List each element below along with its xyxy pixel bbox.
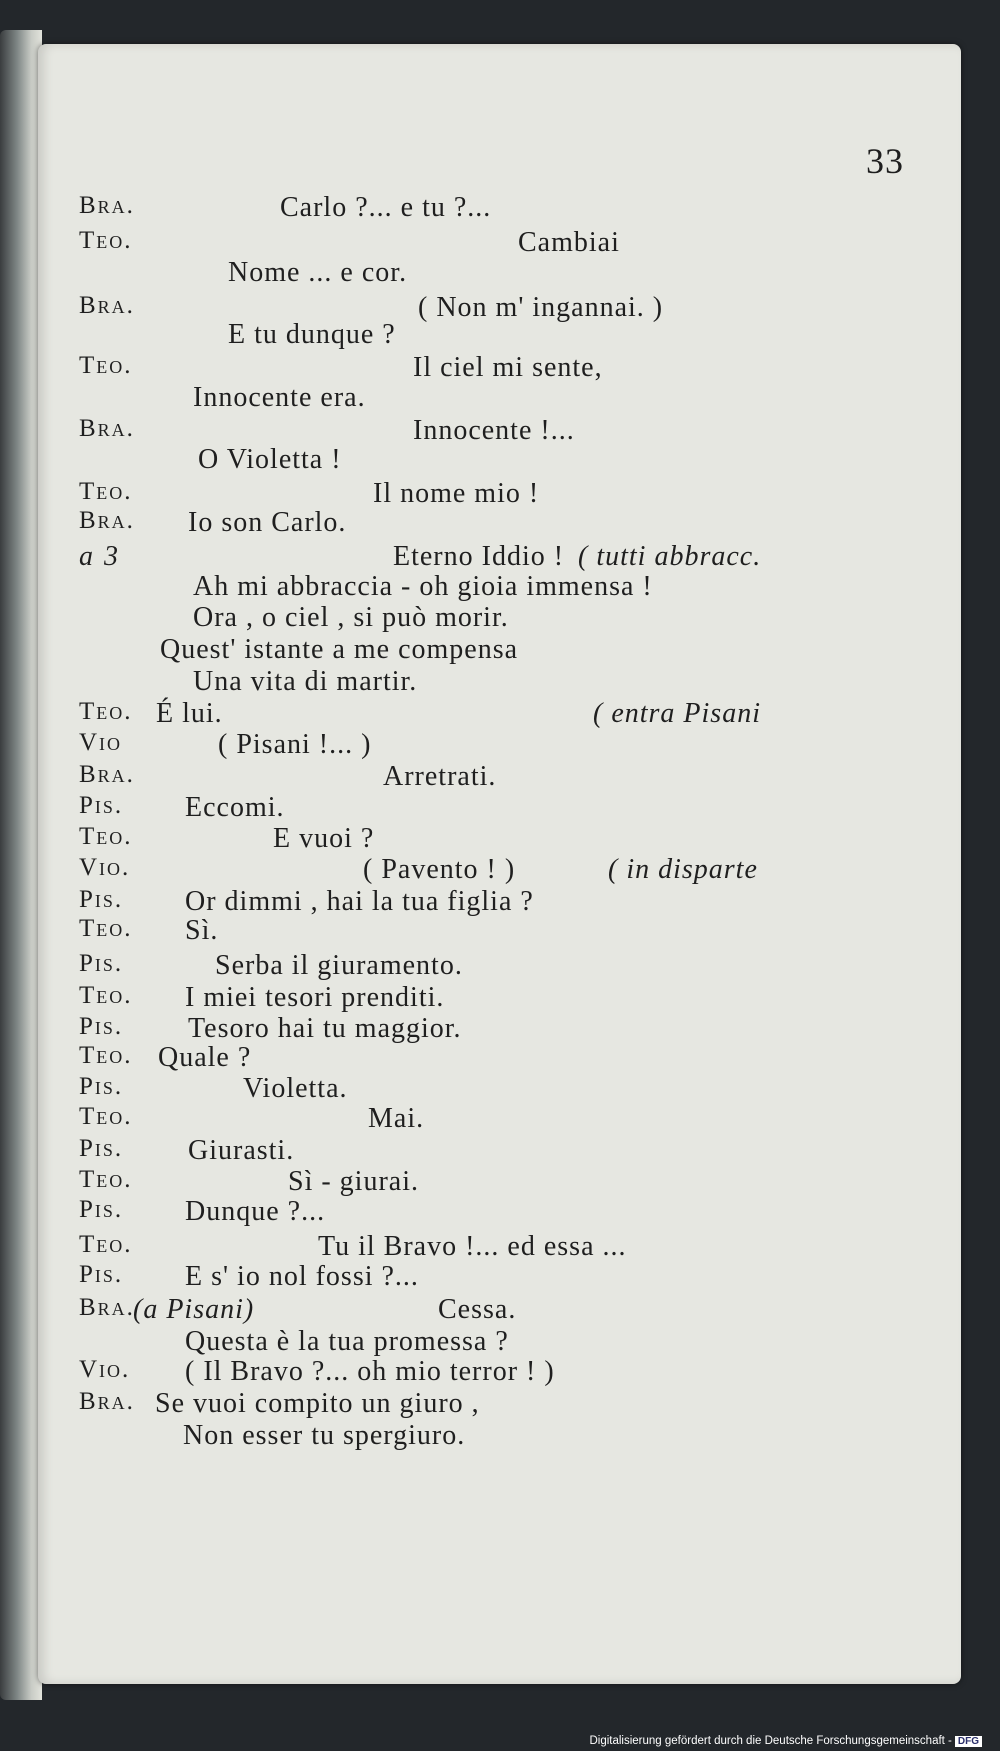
verse-line (38, 1261, 968, 1295)
speaker-name: Teo. (79, 982, 133, 1009)
speaker-name: Teo. (79, 1166, 133, 1193)
speaker-name: Pis. (79, 1261, 124, 1288)
verse-text: Or dimmi , hai la tua figlia ? (185, 886, 534, 917)
verse-line (38, 792, 968, 826)
speaker-name: Vio (79, 729, 123, 756)
verse-line (38, 352, 968, 386)
verse-text: Questa è la tua promessa ? (185, 1326, 509, 1357)
verse-line (38, 444, 968, 478)
speaker-name: Pis. (79, 950, 124, 977)
verse-text: Quest' istante a me compensa (160, 634, 519, 665)
verse-text: I miei tesori prenditi. (185, 982, 445, 1013)
verse-line (38, 854, 968, 888)
speaker-name: Teo. (79, 915, 133, 942)
verse-line (38, 571, 968, 605)
verse-line (38, 761, 968, 795)
speaker-name: Pis. (79, 792, 124, 819)
verse-text: Tu il Bravo !... ed essa ... (318, 1231, 627, 1262)
speaker-name: Teo. (79, 698, 133, 725)
verse-text: Ora , o ciel , si può morir. (193, 602, 509, 633)
speaker-name: Vio. (79, 854, 131, 881)
speaker-name: Teo. (79, 823, 133, 850)
verse-line (38, 541, 968, 575)
verse-line (38, 1420, 968, 1454)
speaker-name: Teo. (79, 478, 133, 505)
verse-text: E tu dunque ? (228, 319, 396, 350)
speaker-name: Bra. (79, 292, 135, 319)
verse-text: Tesoro hai tu maggior. (188, 1013, 462, 1044)
verse-text: Il nome mio ! (373, 478, 540, 509)
verse-text: Innocente era. (193, 382, 366, 413)
speaker-name: Bra. (79, 1294, 135, 1321)
speaker-name: Bra. (79, 761, 135, 788)
verse-text: O Violetta ! (198, 444, 342, 475)
verse-text: Eterno Iddio ! (393, 541, 565, 572)
stage-direction: ( tutti abbracc. (578, 541, 762, 572)
verse-text: ( Pavento ! ) (363, 854, 516, 885)
verse-text: Non esser tu spergiuro. (183, 1420, 466, 1451)
verse-line (38, 1388, 968, 1422)
verse-line (38, 1073, 968, 1107)
verse-line (38, 1103, 968, 1137)
verse-text: Nome ... e cor. (228, 257, 408, 288)
verse-line (38, 1042, 968, 1076)
book-spine-edge (0, 30, 42, 1700)
dfg-logo: DFG (955, 1736, 982, 1747)
speaker-name: a 3 (79, 541, 120, 572)
speaker-name: Bra. (79, 415, 135, 442)
speaker-name: Pis. (79, 886, 124, 913)
verse-line (38, 382, 968, 416)
verse-text: Giurasti. (188, 1135, 295, 1166)
page-number: 33 (866, 141, 904, 181)
verse-text: Mai. (368, 1103, 425, 1134)
verse-line (38, 1135, 968, 1169)
credit-text: Digitalisierung gefördert durch die Deutsche Forschungsgemeinschaft - (589, 1735, 952, 1747)
verse-line (38, 257, 968, 291)
verse-line (38, 950, 968, 984)
verse-text: ( Non m' ingannai. ) (418, 292, 664, 323)
verse-line (38, 1294, 968, 1328)
speaker-name: Bra. (79, 192, 135, 219)
verse-line (38, 823, 968, 857)
verse-text: Serba il giuramento. (215, 950, 463, 981)
verse-text: Ah mi abbraccia - oh gioia immensa ! (193, 571, 653, 602)
verse-text: Se vuoi compito un giuro , (155, 1388, 480, 1419)
speaker-name: Teo. (79, 227, 133, 254)
verse-line (38, 1196, 968, 1230)
verse-text: Cessa. (438, 1294, 517, 1325)
speaker-name: Pis. (79, 1073, 124, 1100)
verse-text: Violetta. (243, 1073, 348, 1104)
verse-line (38, 1356, 968, 1390)
verse-text: Sì - giurai. (288, 1166, 419, 1197)
verse-text: Cambiai (518, 227, 620, 258)
verse-text: É lui. (156, 698, 223, 729)
speaker-name: Teo. (79, 1103, 133, 1130)
verse-line (38, 1166, 968, 1200)
verse-line (38, 1326, 968, 1360)
speaker-name: Pis. (79, 1196, 124, 1223)
verse-line (38, 634, 968, 668)
verse-text: E s' io nol fossi ?... (185, 1261, 419, 1292)
speaker-name: Bra. (79, 1388, 135, 1415)
speaker-name: Teo. (79, 1042, 133, 1069)
speaker-name: Pis. (79, 1135, 124, 1162)
verse-text: Carlo ?... e tu ?... (280, 192, 492, 223)
verse-line (38, 192, 968, 226)
verse-text: ( Il Bravo ?... oh mio terror ! ) (185, 1356, 555, 1387)
digitization-credit (589, 1735, 982, 1747)
stage-direction: (a Pisani) (133, 1294, 255, 1325)
verse-text: Eccomi. (185, 792, 285, 823)
stage-direction: ( in disparte (608, 854, 758, 885)
verse-line (38, 666, 968, 700)
verse-line (38, 1231, 968, 1265)
verse-line (38, 982, 968, 1016)
verse-line (38, 915, 968, 949)
verse-text: ( Pisani !... ) (218, 729, 372, 760)
verse-line (38, 602, 968, 636)
verse-line (38, 729, 968, 763)
speaker-name: Teo. (79, 1231, 133, 1258)
verse-text: Innocente !... (413, 415, 575, 446)
book-page (38, 44, 961, 1684)
verse-line (38, 319, 968, 353)
stage-direction: ( entra Pisani (593, 698, 761, 729)
speaker-name: Pis. (79, 1013, 124, 1040)
verse-text: Quale ? (158, 1042, 252, 1073)
speaker-name: Bra. (79, 507, 135, 534)
verse-text: Sì. (185, 915, 219, 946)
speaker-name: Vio. (79, 1356, 131, 1383)
verse-text: Io son Carlo. (188, 507, 347, 538)
verse-line (38, 227, 968, 261)
verse-line (38, 698, 968, 732)
verse-text: Una vita di martir. (193, 666, 418, 697)
verse-text: Dunque ?... (185, 1196, 326, 1227)
speaker-name: Teo. (79, 352, 133, 379)
verse-text: E vuoi ? (273, 823, 375, 854)
verse-text: Il ciel mi sente, (413, 352, 603, 383)
verse-text: Arretrati. (383, 761, 497, 792)
verse-line (38, 507, 968, 541)
